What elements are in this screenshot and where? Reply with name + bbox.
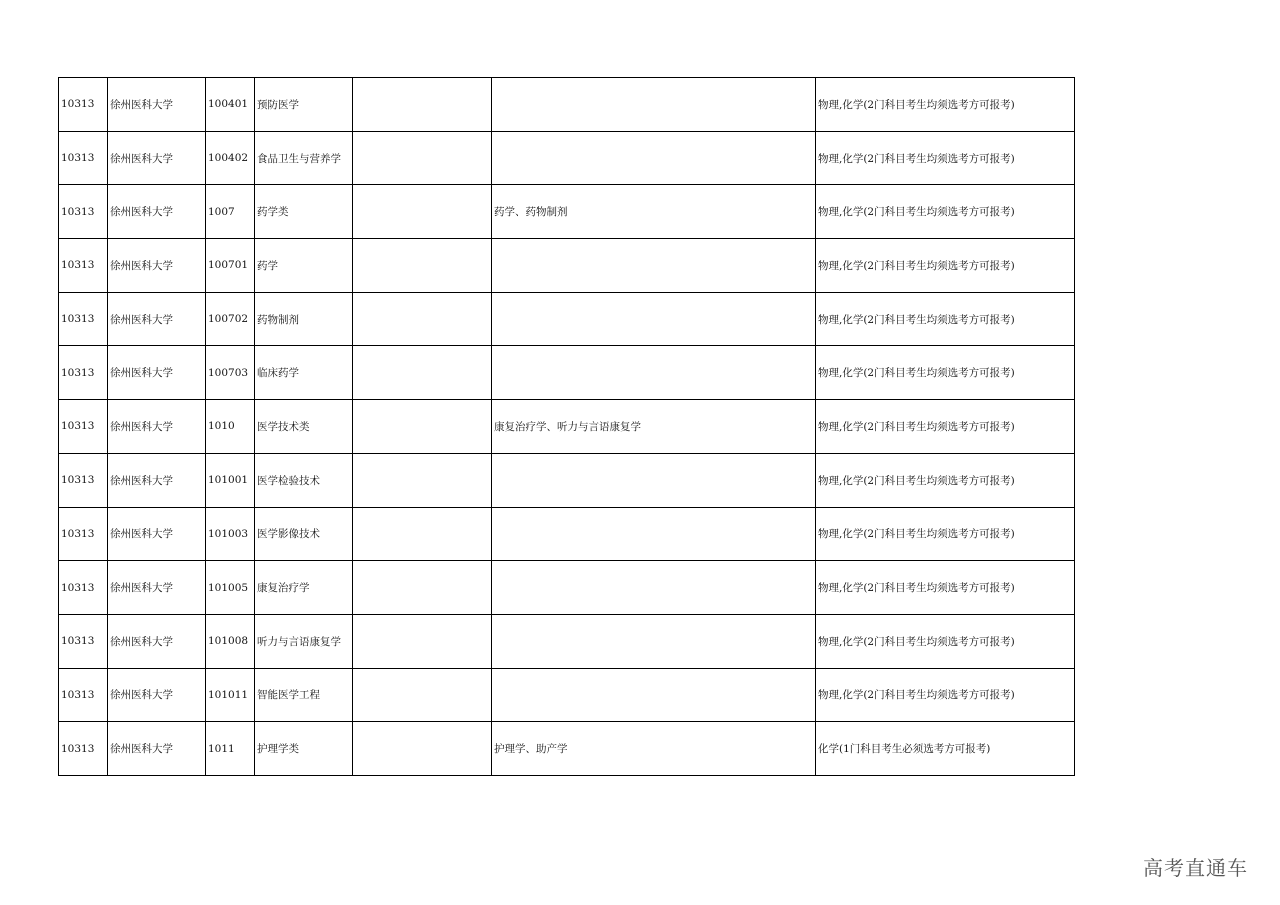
note-cell (353, 131, 492, 185)
included-majors-cell (492, 507, 816, 561)
included-majors-cell: 护理学、助产学 (492, 722, 816, 776)
major-name-cell: 预防医学 (255, 78, 353, 132)
included-majors-cell (492, 614, 816, 668)
major-name-cell: 药学类 (255, 185, 353, 239)
school-code-cell: 10313 (59, 453, 108, 507)
major-name-cell: 食品卫生与营养学 (255, 131, 353, 185)
table-row (59, 507, 1075, 561)
subject-requirement-cell: 物理,化学(2门科目考生均须选考方可报考) (816, 668, 1075, 722)
major-code-cell: 101011 (206, 668, 255, 722)
subject-requirement-cell: 物理,化学(2门科目考生均须选考方可报考) (816, 292, 1075, 346)
school-code-cell: 10313 (59, 346, 108, 400)
school-name-cell: 徐州医科大学 (108, 668, 206, 722)
note-cell (353, 507, 492, 561)
school-code-cell: 10313 (59, 292, 108, 346)
subject-requirement-cell: 物理,化学(2门科目考生均须选考方可报考) (816, 185, 1075, 239)
included-majors-cell (492, 292, 816, 346)
note-cell (353, 453, 492, 507)
school-code-cell: 10313 (59, 185, 108, 239)
school-name-cell: 徐州医科大学 (108, 722, 206, 776)
school-name-cell: 徐州医科大学 (108, 346, 206, 400)
table-row (59, 239, 1075, 293)
watermark-text: 高考直通车 (1143, 856, 1248, 880)
table-row (59, 668, 1075, 722)
major-name-cell: 智能医学工程 (255, 668, 353, 722)
major-requirements-table (58, 77, 1075, 776)
major-name-cell: 医学检验技术 (255, 453, 353, 507)
table-row (59, 185, 1075, 239)
included-majors-cell (492, 453, 816, 507)
table-row (59, 292, 1075, 346)
major-code-cell: 100702 (206, 292, 255, 346)
school-name-cell: 徐州医科大学 (108, 507, 206, 561)
note-cell (353, 346, 492, 400)
note-cell (353, 668, 492, 722)
table-row (59, 78, 1075, 132)
major-code-cell: 101001 (206, 453, 255, 507)
major-code-cell: 101008 (206, 614, 255, 668)
table-row (59, 400, 1075, 454)
subject-requirement-cell: 物理,化学(2门科目考生均须选考方可报考) (816, 561, 1075, 615)
subject-requirement-cell: 物理,化学(2门科目考生均须选考方可报考) (816, 78, 1075, 132)
subject-requirement-cell: 物理,化学(2门科目考生均须选考方可报考) (816, 507, 1075, 561)
school-code-cell: 10313 (59, 561, 108, 615)
major-code-cell: 100701 (206, 239, 255, 293)
school-name-cell: 徐州医科大学 (108, 614, 206, 668)
subject-requirement-cell: 物理,化学(2门科目考生均须选考方可报考) (816, 239, 1075, 293)
subject-requirement-cell: 物理,化学(2门科目考生均须选考方可报考) (816, 131, 1075, 185)
school-name-cell: 徐州医科大学 (108, 292, 206, 346)
school-name-cell: 徐州医科大学 (108, 78, 206, 132)
table-body (59, 78, 1075, 776)
school-code-cell: 10313 (59, 722, 108, 776)
school-code-cell: 10313 (59, 400, 108, 454)
major-code-cell: 1007 (206, 185, 255, 239)
school-code-cell: 10313 (59, 131, 108, 185)
subject-requirement-cell: 物理,化学(2门科目考生均须选考方可报考) (816, 614, 1075, 668)
note-cell (353, 78, 492, 132)
note-cell (353, 400, 492, 454)
school-code-cell: 10313 (59, 507, 108, 561)
school-code-cell: 10313 (59, 78, 108, 132)
major-code-cell: 1010 (206, 400, 255, 454)
school-name-cell: 徐州医科大学 (108, 131, 206, 185)
major-name-cell: 医学技术类 (255, 400, 353, 454)
school-code-cell: 10313 (59, 239, 108, 293)
included-majors-cell: 药学、药物制剂 (492, 185, 816, 239)
included-majors-cell (492, 561, 816, 615)
major-name-cell: 听力与言语康复学 (255, 614, 353, 668)
school-name-cell: 徐州医科大学 (108, 400, 206, 454)
school-name-cell: 徐州医科大学 (108, 185, 206, 239)
note-cell (353, 722, 492, 776)
major-name-cell: 康复治疗学 (255, 561, 353, 615)
included-majors-cell (492, 78, 816, 132)
table-row (59, 453, 1075, 507)
included-majors-cell (492, 346, 816, 400)
included-majors-cell (492, 239, 816, 293)
included-majors-cell: 康复治疗学、听力与言语康复学 (492, 400, 816, 454)
subject-requirement-cell: 物理,化学(2门科目考生均须选考方可报考) (816, 346, 1075, 400)
major-code-cell: 100703 (206, 346, 255, 400)
note-cell (353, 239, 492, 293)
major-code-cell: 100401 (206, 78, 255, 132)
school-name-cell: 徐州医科大学 (108, 239, 206, 293)
note-cell (353, 614, 492, 668)
note-cell (353, 561, 492, 615)
school-code-cell: 10313 (59, 668, 108, 722)
school-code-cell: 10313 (59, 614, 108, 668)
table-row (59, 614, 1075, 668)
subject-requirement-cell: 物理,化学(2门科目考生均须选考方可报考) (816, 400, 1075, 454)
subject-requirement-cell: 物理,化学(2门科目考生均须选考方可报考) (816, 453, 1075, 507)
major-code-cell: 101003 (206, 507, 255, 561)
table-row (59, 131, 1075, 185)
major-name-cell: 药学 (255, 239, 353, 293)
table-row (59, 346, 1075, 400)
major-name-cell: 医学影像技术 (255, 507, 353, 561)
subject-requirement-cell: 化学(1门科目考生必须选考方可报考) (816, 722, 1075, 776)
major-name-cell: 药物制剂 (255, 292, 353, 346)
included-majors-cell (492, 131, 816, 185)
included-majors-cell (492, 668, 816, 722)
school-name-cell: 徐州医科大学 (108, 561, 206, 615)
note-cell (353, 292, 492, 346)
major-code-cell: 1011 (206, 722, 255, 776)
school-name-cell: 徐州医科大学 (108, 453, 206, 507)
major-name-cell: 临床药学 (255, 346, 353, 400)
table-row (59, 561, 1075, 615)
note-cell (353, 185, 492, 239)
table-row (59, 722, 1075, 776)
major-code-cell: 100402 (206, 131, 255, 185)
major-name-cell: 护理学类 (255, 722, 353, 776)
major-code-cell: 101005 (206, 561, 255, 615)
